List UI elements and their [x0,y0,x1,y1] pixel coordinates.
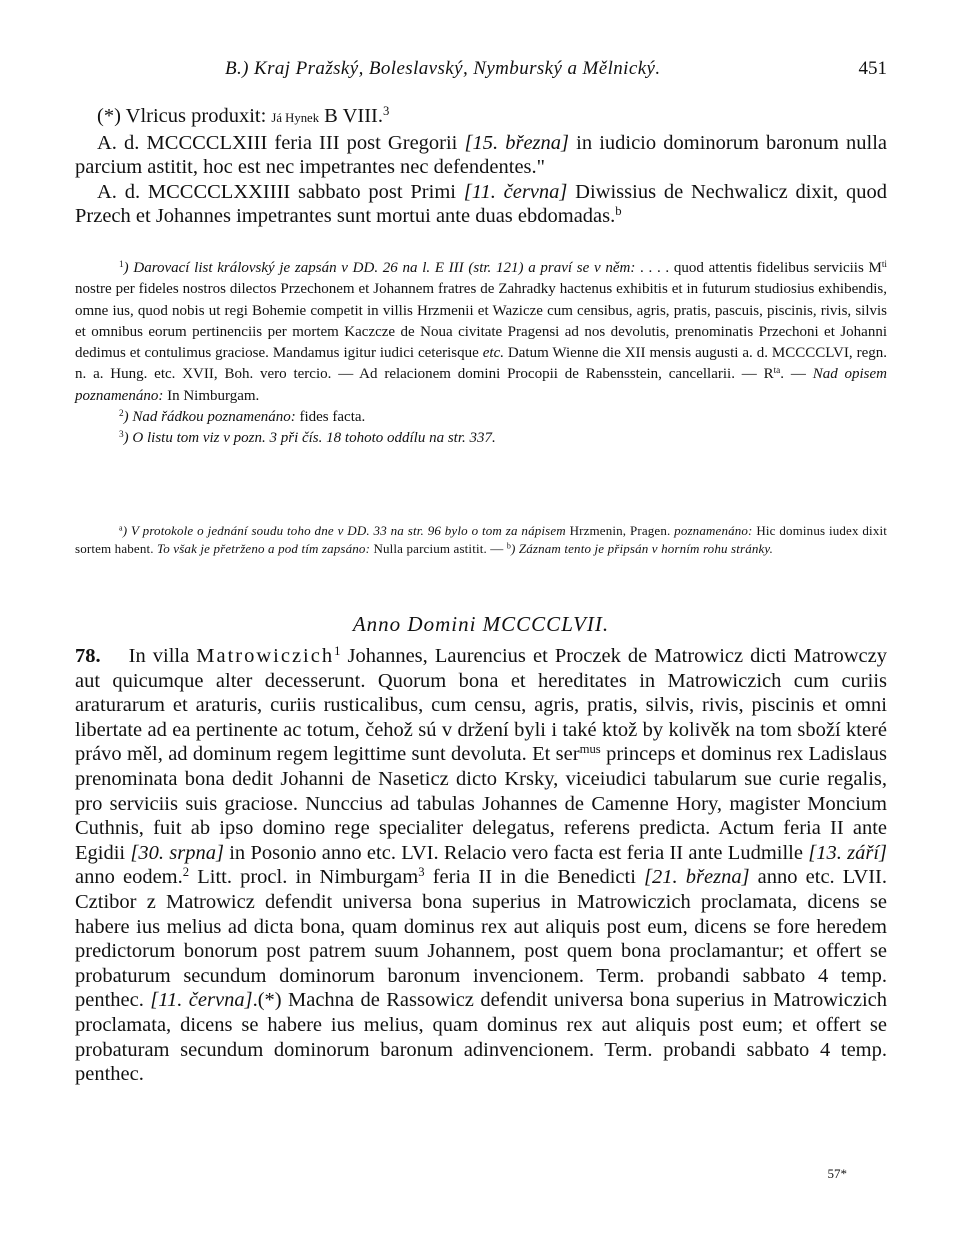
paragraph-1474: A. d. MCCCCLXXIIII sabbato post Primi [11. června] Diwissius de Nechwalicz dixit, quod Przech et Johannes impetrantes sunt mortui ante duas ebdomadas.$^b$ [75,180,887,227]
page-header [75,58,887,86]
footnote-3: $^3$) O listu tom viz v pozn. 3 při čís. 18 tohoto oddílu na str. 337. [119,430,496,447]
footnote-2: $^2$) Nad řádkou poznamenáno: fides facta. [119,408,366,426]
signature-mark: 57* [827,1166,847,1181]
footnote-1: $^1$) Darovací list královský je zapsán v DD. 26 na l. E III (str. 121) a praví se v něm: . . . . quod attentis fidelibus serviciis $M^{ti}$ nostre per fideles nostros dilectos Przechonem et Johannem fratres de Zahradky hactenus exhibitis et in futurum studiosius exhibendis, omne ius, quod nobis ut regi Bohemie competit in villis Hrzmenii et Wazicze cum censibus, agris, pratis, pascuis, piscinis, rivis, silvis et omnibus eorum pertinenciis per mortem Kaczcze de Noua civitate Pragensi ad nos devolutis, prenominatis Przechoni et Johanni dedimus et contulimus graciose. Mandamus igitur iudici ceterisque etc. Datum Wienne die XII mensis augusti a. d. MCCCCLVI, regn. n. a. Hung. etc. XVII, Boh. vero tercio. — Ad relacionem domini Procopii de Rabensstein, cancellarii. — $R^{ta}$. — Nad opisem poznamenáno: In Nimburgam. [75,259,888,404]
running-title: B.) Kraj Pražský, Boleslavský, Nymburský a Mělnický. [225,58,661,79]
entry-text: 78. In villa Matrowiczich$^1$ Johannes, Laurencius et Proczek de Matrowicz dicti Matrowczy aut quicumque alter decesserunt. Quorum bona et hereditates in Matrowiczich cum curiis araturarum et araturis, curiis rusticalibus, cum censu, agris, pratis, silvis, rivis, piscinis et omni libertate ad ea pertinente ac totum, čehož sú v držení byli i také ktož by kolivěk na tom sboží které právo měl, ad dominum regem legittime sunt devoluta. Et ser$^{mus}$ princeps et dominus rex Ladislaus prenominata bona dedit Johanni de Naseticz dicto Krsky, viceiudici tabularum sue curie regalis, pro serviciis suis graciose. Nunccius ad tabulas Johannes de Camenne Hory, magister Moncium Cuthnis, fuit ab ipso domino rege specialiter delegatus, referens predicta. Actum feria II ante Egidii [30. srpna] in Posonio anno etc. LVI. Relacio vero facta est feria II ante Ludmille [13. září] anno eodem.$^2$ Litt. procl. in Nimburgam$^3$ feria II in die Benedicti [21. března] anno etc. LVII. Cztibor z Matrowicz defendit universa bona superius in Matrowiczich proclamata, dicens se habere ius melius ad dicta bona, quam dominus rex aut aliquis post eum, dicens se fore heredem predictorum bonorum post patrem suum Johannem, post quem bona proclamantur; et offert se probaturum secundum dominorum baronum invencionem. Term. probandi sabbato 4 temp. penthec. [11. června].(*) Machna de Rassowicz defendit universa bona superius in Matrowiczich proclamata, dicens se habere ius melius, quam dominus rex aut aliquis post eum; et offert se probaturam secundum dominorum baronum adinvencionem. Term. probandi sabbato 4 temp. penthec. [75,644,888,1086]
textual-variants [75,522,887,558]
page-number: 451 [858,58,887,79]
entry-78 [75,644,887,1087]
paragraph-1463: A. d. MCCCCLXIII feria III post Gregorii [15. března] in iudicio dominorum baronum nulla parcium astitit, hoc est nec impetrantes nec defendentes." [75,131,888,178]
footnotes [75,258,887,450]
paragraph-produxit: (*) Vlricus produxit: Já Hynek B VIII.$^3$ [97,104,390,127]
section-title: Anno Domini MCCCCLVII. [352,612,610,636]
place-name: Matrowiczich [196,645,335,667]
entry-number: 78. [75,645,101,667]
continuation-text [75,104,887,229]
variant-a: $^a$) V protokole o jednání soudu toho dne v DD. 33 na str. 96 bylo o tom za nápisem Hrzmenin, Pragen. poznamenáno: Hic dominus iudex dixit sortem habent. To však je přetrženo a pod tím zapsáno: Nulla parcium astitit. — $^b$) Záznam tento je připsán v horním rohu stránky. [75,523,887,556]
